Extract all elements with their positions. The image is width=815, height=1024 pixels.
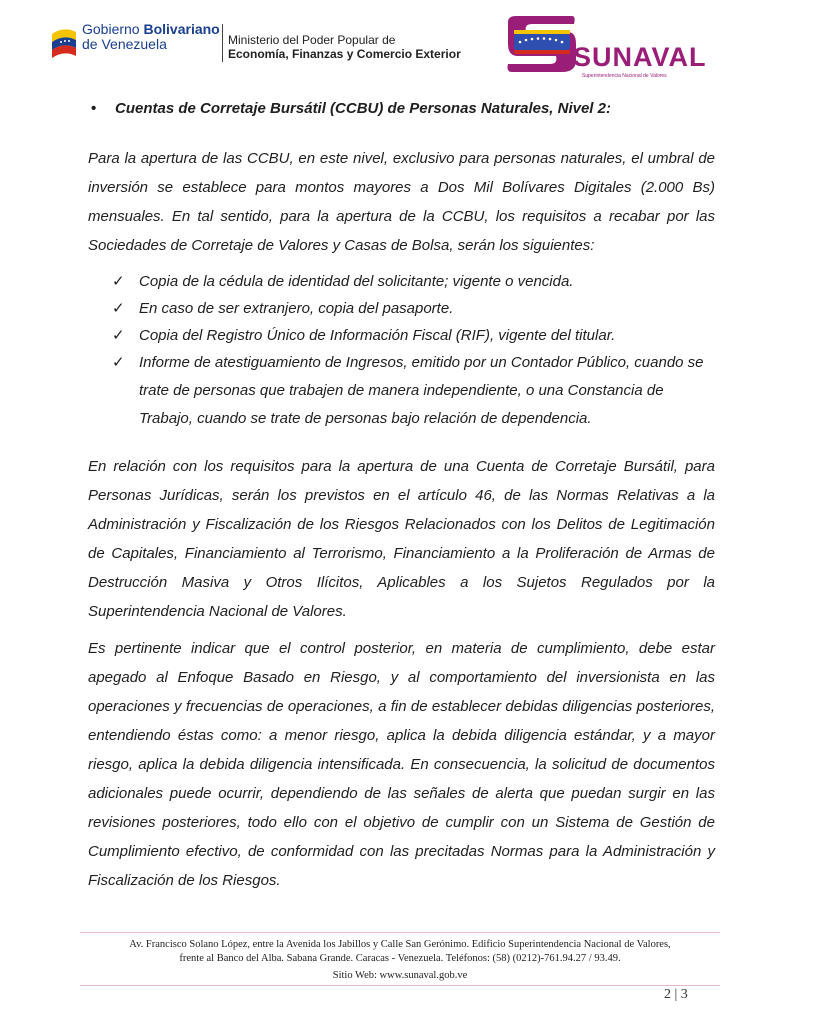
section-heading-text: Cuentas de Corretaje Bursátil (CCBU) de Personas Naturales, Nivel 2: — [115, 100, 611, 117]
ministry-line1: Ministerio del Poder Popular de — [228, 33, 396, 47]
list-item — [112, 322, 717, 349]
footer-website: Sitio Web: www.sunaval.gob.ve — [332, 970, 468, 981]
ministry-line2: Economía, Finanzas y Comercio Exterior — [228, 47, 461, 61]
sunaval-emblem-icon — [502, 14, 582, 74]
logo-wordmark: SUNAVAL — [573, 42, 707, 72]
bullet-icon: • — [91, 100, 97, 117]
government-name — [82, 22, 220, 52]
list-item — [112, 295, 717, 322]
header-divider — [222, 24, 223, 62]
page-footer — [80, 938, 720, 983]
logo-subtitle: Superintendencia Nacional de Valores — [582, 73, 667, 79]
footer-address-line1: Av. Francisco Solano López, entre la Avenida los Jabillos y Calle San Gerónimo. Edificio Superintendencia Nacional de Valores, — [129, 939, 671, 950]
gov-line2: de Venezuela — [82, 36, 167, 52]
footer-bottom-divider — [80, 985, 720, 986]
ministry-name — [228, 33, 461, 61]
checkmark-icon: ✓ — [112, 327, 125, 344]
list-item — [112, 268, 717, 295]
requirement-text: Copia de la cédula de identidad del solicitante; vigente o vencida. — [139, 273, 574, 290]
page-number: 2 | 3 — [664, 987, 688, 1002]
checkmark-icon: ✓ — [112, 300, 125, 317]
list-item — [112, 349, 717, 433]
footer-address-line2: frente al Banco del Alba. Sabana Grande. Caracas - Venezuela. Teléfonos: (58) (0212)-761.94.27 / 93.49. — [179, 953, 621, 964]
venezuela-flag-icon — [50, 24, 78, 58]
requirement-text: Informe de atestiguamiento de Ingresos, emitido por un Contador Público, cuando se trate de personas que trabajen de manera independiente, o una Constancia de Trabajo, cuando se trate de personas bajo relación de dependencia. — [139, 354, 704, 427]
control-paragraph: Es pertinente indicar que el control posterior, en materia de cumplimiento, debe estar apegado al Enfoque Basado en Riesgo, y al comportamiento del inversionista en las operaciones y frecuencias de operaciones, a fin de establecer debidas diligencias posteriores, entendiendo éstas como: a menor riesgo, aplica la debida diligencia estándar, y a mayor riesgo, aplica la debida diligencia intensificada. En consecuencia, la solicitud de documentos adicionales puede ocurrir, dependiendo de las señales de alerta que puedan surgir en las revisiones posteriores, todo ello con el objetivo de cumplir con un Sistema de Gestión de Cumplimiento efectivo, de conformidad con las precitadas Normas para la Administración y Fiscalización de los Riesgos. — [88, 640, 715, 889]
intro-paragraph: Para la apertura de las CCBU, en este nivel, exclusivo para personas naturales, el umbral de inversión se establece para montos mayores a Dos Mil Bolívares Digitales (2.000 Bs) mensuales. En tal sentido, para la apertura de la CCBU, los requisitos a recabar por las Sociedades de Corretaje de Valores y Casas de Bolsa, serán los siguientes: — [88, 150, 715, 254]
gov-line1-prefix: Gobierno — [82, 21, 140, 37]
footer-divider — [80, 932, 720, 933]
section-heading — [91, 100, 611, 117]
sunaval-logo — [502, 14, 714, 78]
juridicas-paragraph: En relación con los requisitos para la apertura de una Cuenta de Corretaje Bursátil, para Personas Jurídicas, serán los previstos en el artículo 46, de las Normas Relativas a la Administración y Fiscalización de los Riesgos Relacionados con los Delitos de Legitimación de Capitales, Financiamiento al Terrorismo, Financiamiento a la Proliferación de Armas de Destrucción Masiva y Otros Ilícitos, Aplicables a los Sujetos Regulados por la Superintendencia Nacional de Valores. — [88, 458, 715, 620]
gov-line1-bold: Bolivariano — [143, 21, 220, 37]
requirement-text: En caso de ser extranjero, copia del pasaporte. — [139, 300, 454, 317]
requirements-list — [112, 268, 717, 433]
requirement-text: Copia del Registro Único de Información Fiscal (RIF), vigente del titular. — [139, 327, 616, 344]
page-header — [0, 0, 815, 86]
checkmark-icon: ✓ — [112, 273, 125, 290]
checkmark-icon: ✓ — [112, 354, 125, 371]
